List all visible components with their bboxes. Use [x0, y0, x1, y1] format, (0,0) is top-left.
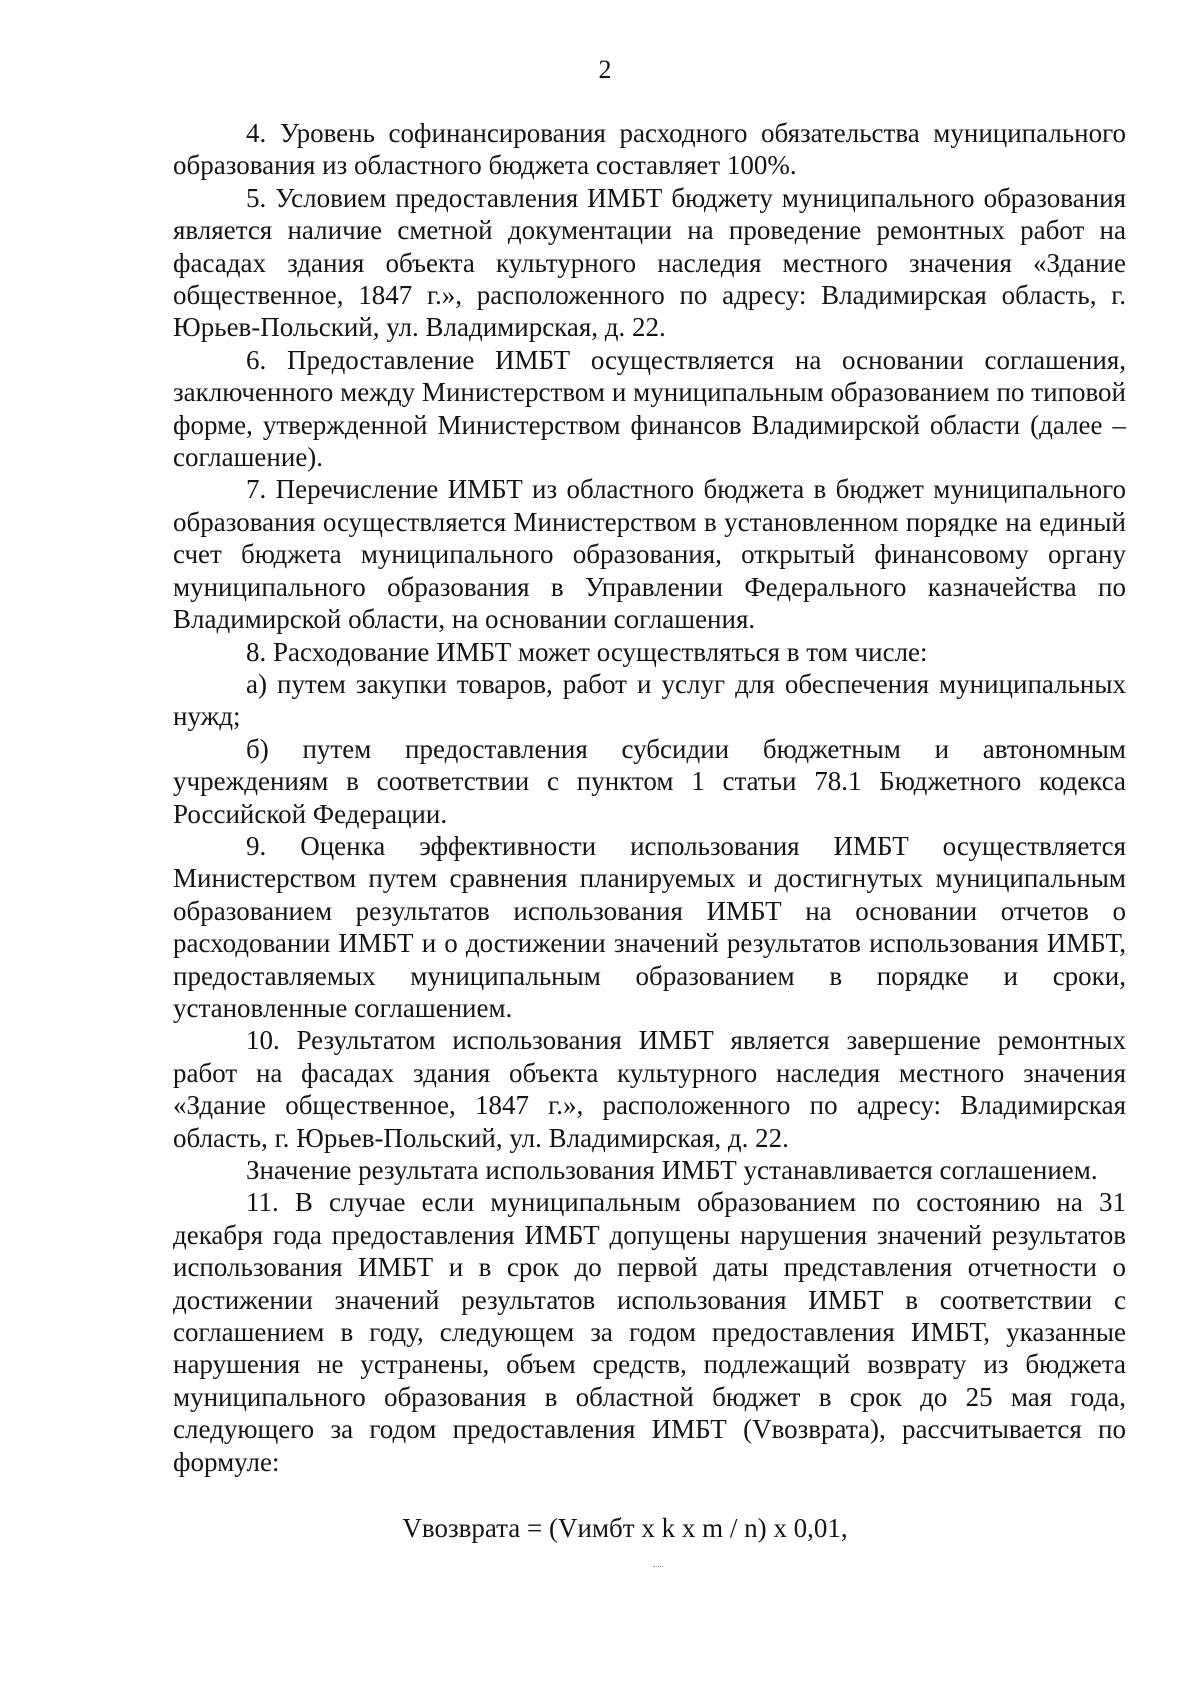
- paragraph-6-agreement: 6. Предоставление ИМБТ осуществляется на основании соглашения, заключенного между Министерством и муниципальным образованием по типовой форме, утвержденной Министерством финансов Владимирской области (далее – соглашение).: [173, 344, 1126, 473]
- paragraph-5-condition: 5. Условием предоставления ИМБТ бюджету муниципального образования является наличие сметной документации на проведение ремонтных работ на фасадах здания объекта культурного наследия местного значения «Здание общественное, 1847 г.», расположенного по адресу: Владимирская область, г. Юрьев-Польский, ул. Владимирская, д. 22.: [173, 182, 1126, 343]
- paragraph-8-spending: 8. Расходование ИМБТ может осуществляться в том числе:: [246, 636, 928, 667]
- paragraph-9-efficiency: 9. Оценка эффективности использования ИМБТ осуществляется Министерством путем сравнения планируемых и достигнутых муниципальным образованием результатов использования ИМБТ на основании отчетов о расходовании ИМБТ и о достижении значений результатов использования ИМБТ, предоставляемых муниципальным образованием в порядке и сроки, установленные соглашением.: [173, 830, 1126, 1023]
- page-number: 2: [598, 55, 612, 84]
- paragraph-8a-procurement: а) путем закупки товаров, работ и услуг для обеспечения муниципальных нужд;: [173, 668, 1126, 732]
- paragraph-8b-subsidy: б) путем предоставления субсидии бюджетным и автономным учреждениям в соответствии с пунктом 1 статьи 78.1 Бюджетного кодекса Российской Федерации.: [173, 733, 1126, 829]
- document-body: [173, 117, 1126, 1478]
- refund-formula: Vвозврата = (Vимбт x k x m / n) x 0,01,: [402, 1513, 848, 1543]
- paragraph-7-transfer: 7. Перечисление ИМБТ из областного бюджета в бюджет муниципального образования осуществляется Министерством в установленном порядке на единый счет бюджета муниципального образования, открытый финансовому органу муниципального образования в Управлении Федерального казначейства по Владимирской области, на основании соглашения.: [173, 474, 1126, 635]
- scan-artifact: [653, 1566, 663, 1570]
- paragraph-4-cofinancing: 4. Уровень софинансирования расходного обязательства муниципального образования из областного бюджета составляет 100%.: [173, 118, 1126, 181]
- paragraph-10-result: 10. Результатом использования ИМБТ является завершение ремонтных работ на фасадах здания объекта культурного наследия местного значения «Здание общественное, 1847 г.», расположенного по адресу: Владимирская область, г. Юрьев-Польский, ул. Владимирская, д. 22.: [173, 1025, 1126, 1153]
- paragraph-result-value: Значение результата использования ИМБТ устанавливается соглашением.: [246, 1155, 1098, 1185]
- paragraph-11-refund: 11. В случае если муниципальным образованием по состоянию на 31 декабря года предоставления ИМБТ допущены нарушения значений результатов использования ИМБТ и в срок до первой даты представления отчетности о достижении значений результатов использования ИМБТ в соответствии с соглашением в году, следующем за годом предоставления ИМБТ, указанные нарушения не устранены, объем средств, подлежащий возврату из бюджета муниципального образования в областной бюджет в срок до 25 мая года, следующего за годом предоставления ИМБТ (Vвозврата), рассчитывается по формуле:: [173, 1187, 1126, 1477]
